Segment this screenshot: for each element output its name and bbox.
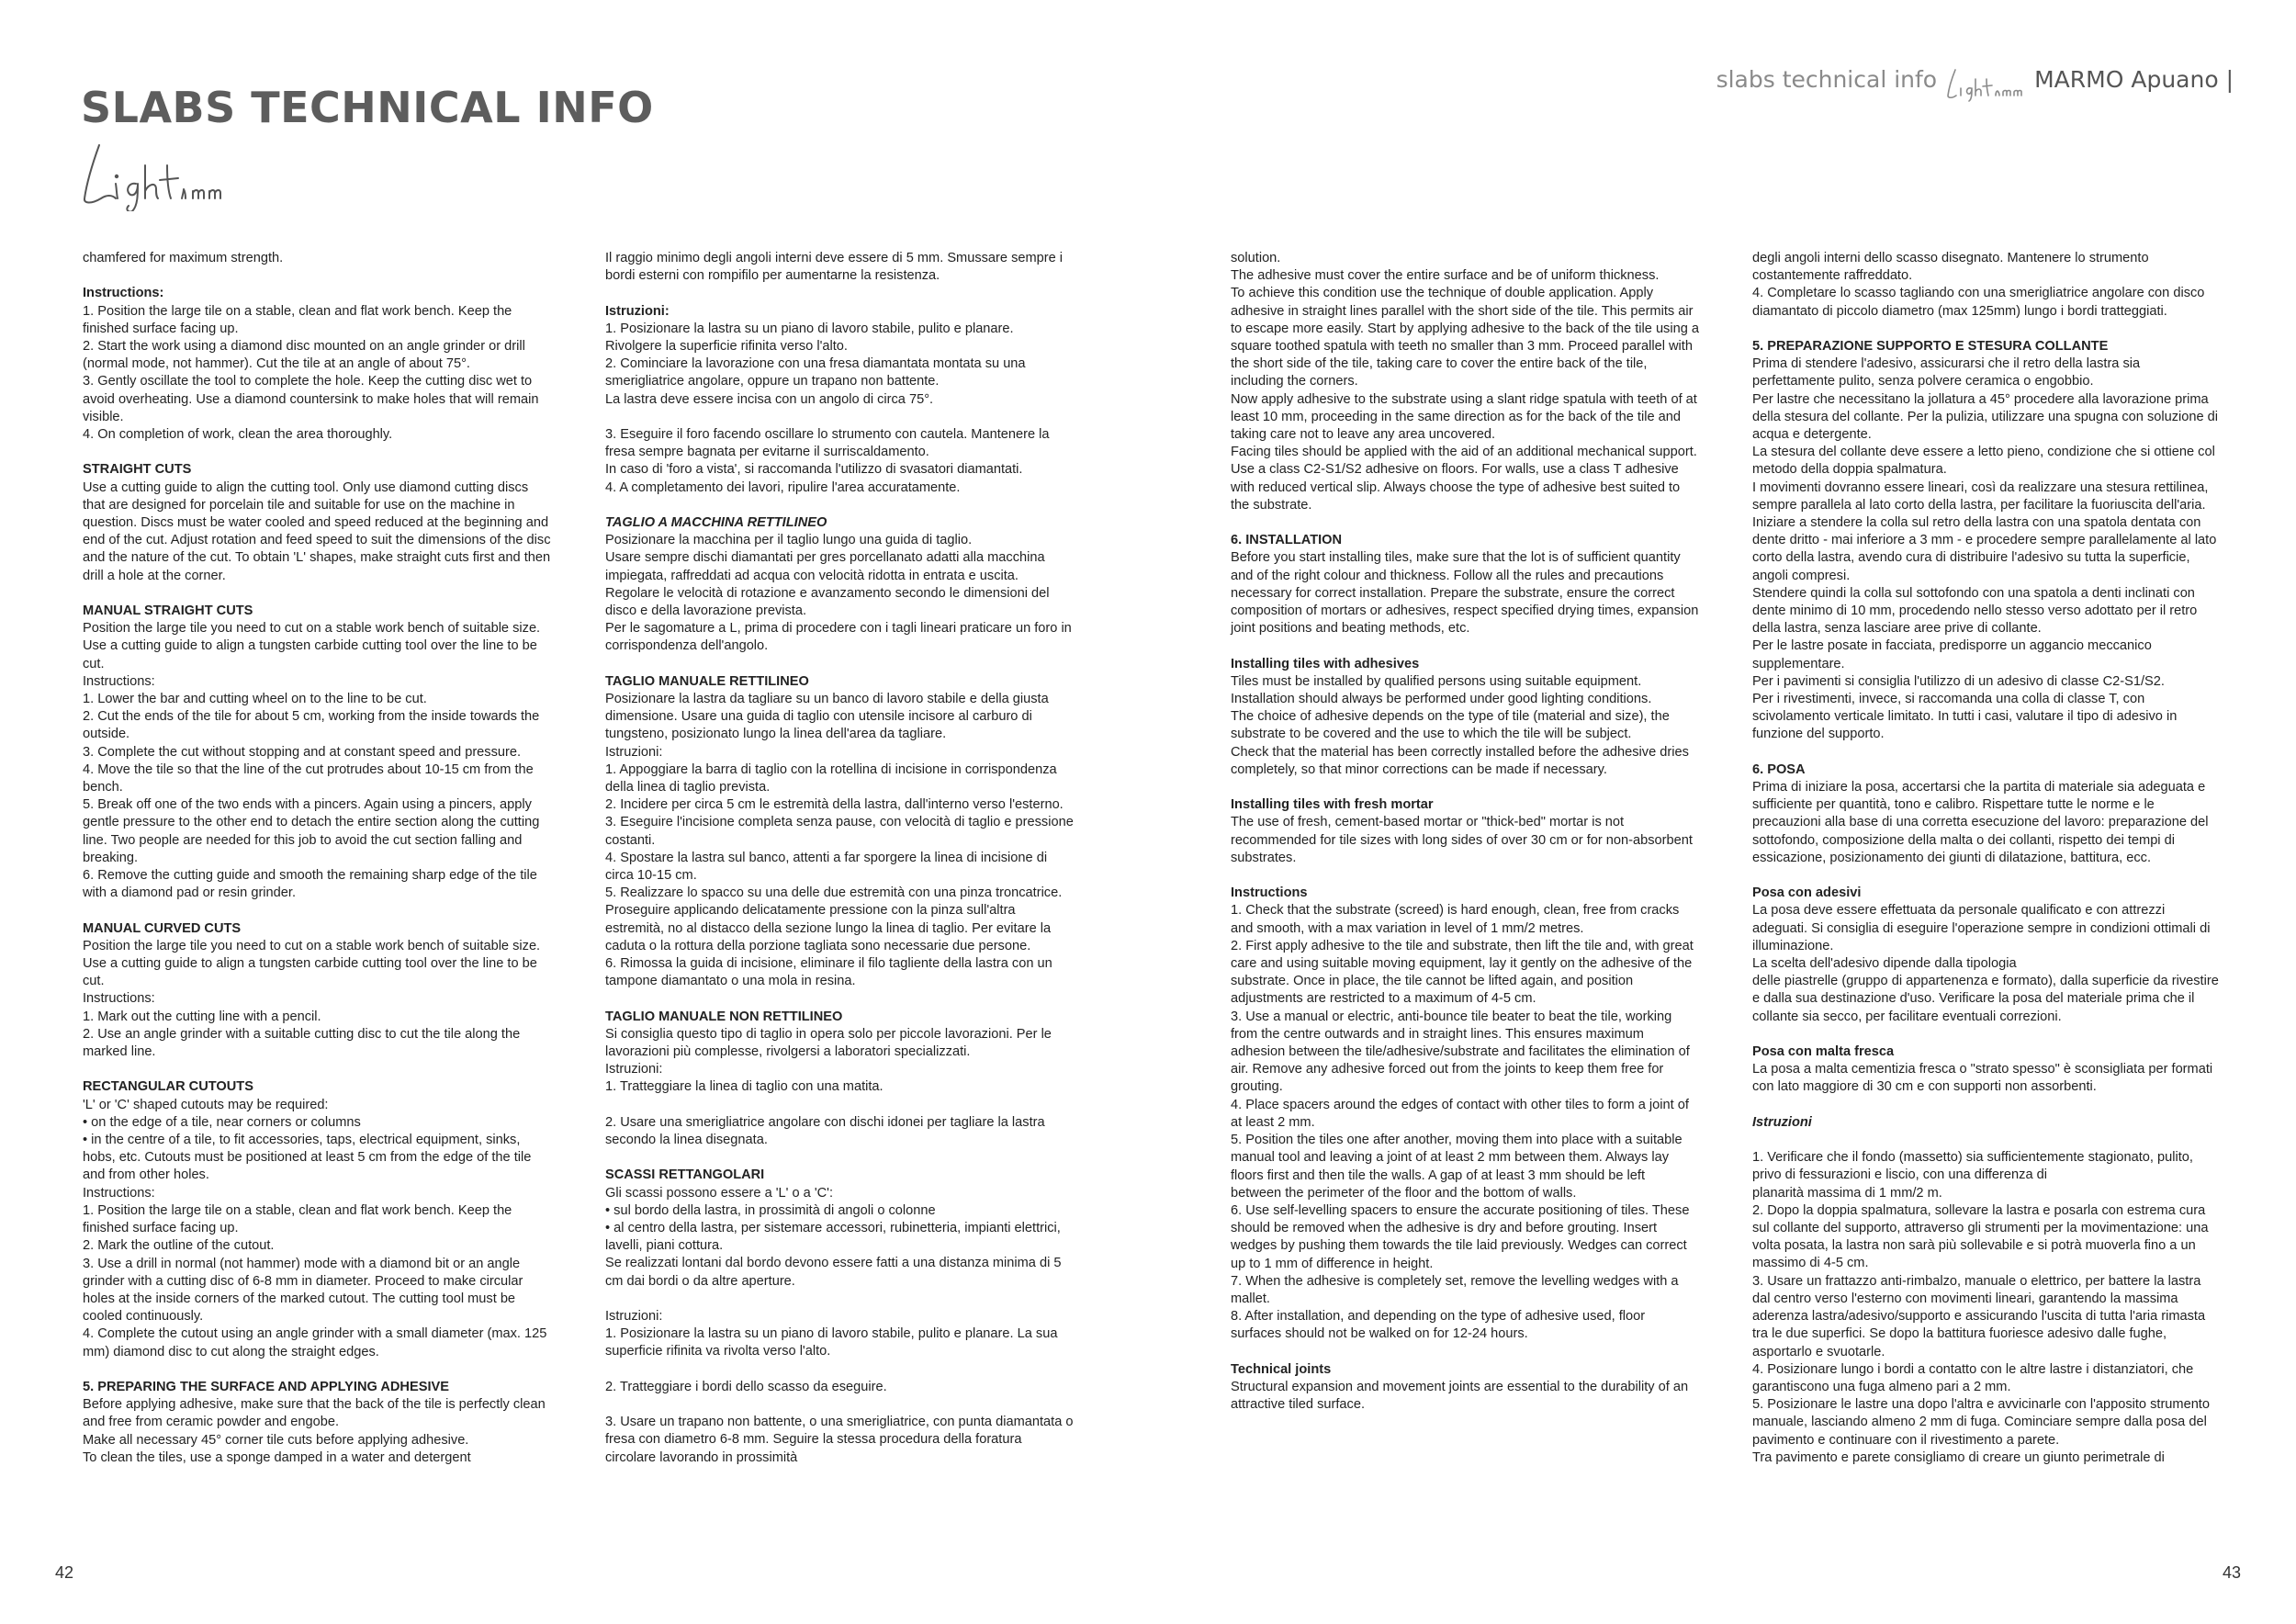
body-text: Prima di stendere l'adesivo, assicurarsi che il retro della lastra sia perfettamente pulito, senza polvere ceramica o engobbio. Per lastre che necessitano la jollatura a 45° procedere alla lavorazione prima della stesura del collante. Per la pulizia, utilizzare una spugna con soluzione di acqua e detergente. La stesura del collante deve essere a letto pieno, condizione che si ottiene col metodo della doppia spalmatura. I movimenti dovranno essere lineari, così da realizzare una stesura rettilinea, sempre parallela al lato corto della lastra, per facilitare la fuoriuscita dell'aria. Iniziare a stendere la colla sul retro della lastra con una spatola dentata con dente dritto - mai inferiore a 3 mm - e procedere sempre parallelamente al lato corto della lastra, avendo cura di distribuire l'adesivo su tutta la superficie, angoli compresi. Stendere quindi la colla sul sottofondo con una spatola a denti inclinati con dente minimo di 10 mm, procedendo nello stesso verso adottato per il retro della lastra, senza lasciare aree prive di collante. Per le lastre posate in facciata, predisporre un aggancio meccanico supplementare. Per i pavimenti si consiglia l'utilizzo di un adesivo di classe C2-S1/S2. Per i rivestimenti, invece, si raccomanda una colla di classe T, con scivolamento verticale limitato. In tutti i casi, valutare il tipo di adesivo in funzione del supporto.: [1752, 356, 2219, 742]
body-text: 'L' or 'C' shaped cutouts may be required: • on the edge of a tile, near corners or columns • in the centre of a tile, to fit accessories, taps, electrical equipment, sinks, hobs, etc. Cutouts must be positioned at least 5 cm from the edge of the tile and from other holes. Instructions: 1. Position the large tile on a stable, clean and flat work bench. Keep the finished surface facing up. 2. Mark the outline of the cutout. 3. Use a drill in normal (not hammer) mode with a diamond bit or an angle grinder with a cutting disc of 6-8 mm in diameter. Proceed to make circular holes at the inside corners of the marked cutout. The cutting tool must be cooled continuously. 4. Complete the cutout using an angle grinder with a small diameter (max. 125 mm) diamond disc to cut along the straight edges.: [83, 1097, 547, 1359]
text-block: [605, 1414, 1074, 1467]
text-block: [1231, 532, 1699, 637]
body-text: 1. Check that the substrate (screed) is hard enough, clean, free from cracks and smooth, with a max variation in level of 1 mm/2 metres. 2. First apply adhesive to the tile and substrate, then lift the tile and, with great care and using suitable moving equipment, lay it gently on the adhesive of the substrate. Once in place, the tile cannot be lifted again, and position adjustments are restricted to a maximum of 4-5 cm. 3. Use a manual or electric, anti-bounce tile beater to beat the tile, working from the centre outwards and in straight lines. This ensures maximum adhesion between the tile/adhesive/substrate and facilitates the elimination of air. Remove any adhesive forced out from the joints to keep them free for grouting. 4. Place spacers around the edges of contact with other tiles to form a joint of at least 2 mm. 5. Position the tiles one after another, moving them into place with a suitable manual tool and leaving a joint of at least 2 mm between them. Always lay floors first and then tile the walls. A gap of at least 3 mm should be left between the perimeter of the floor and the bottom of walls. 6. Use self-levelling spacers to ensure the accurate positioning of tiles. These should be removed when the adhesive is dry and before grouting. Insert wedges by pushing them towards the tile laid previously. Wedges can correct up to 1 mm of difference in height. 7. When the adhesive is completely set, remove the levelling wedges with a mallet. 8. After installation, and depending on the type of adhesive used, floor surfaces should not be walked on for 12-24 hours.: [1231, 903, 1694, 1342]
text-block: [1752, 1149, 2221, 1467]
page-number-right: 43: [2222, 1563, 2241, 1582]
body-text: Si consiglia questo tipo di taglio in opera solo per piccole lavorazioni. Per le lavorazioni più complesse, rivolgersi a laboratori specializzati. Istruzioni: 1. Tratteggiare la linea di taglio con una matita.: [605, 1026, 1052, 1095]
text-block: [1231, 796, 1699, 867]
text-block: [605, 673, 1074, 991]
text-block: [605, 1379, 1074, 1396]
section-heading: TAGLIO MANUALE NON RETTILINEO: [605, 1009, 843, 1024]
section-heading: Istruzioni: [1752, 1114, 1812, 1130]
body-text: chamfered for maximum strength.: [83, 251, 284, 265]
body-text: Tiles must be installed by qualified persons using suitable equipment. Installation should always be performed under good lighting conditions. The choice of adhesive depends on the type of tile (material and size), the substrate to be covered and the use to which the tile will be subject. Check that the material has been correctly installed before the adhesive dries completely, so that minor corrections can be made if necessary.: [1231, 673, 1689, 777]
text-block: [1752, 1043, 2221, 1097]
text-block: [605, 303, 1074, 409]
body-text: Posizionare la lastra da tagliare su un banco di lavoro stabile e della giusta dimensione. Usare una guida di taglio con utensile incisore al carburo di tungsteno, posizionato lungo la linea dell'area da tagliare. Istruzioni: 1. Appoggiare la barra di taglio con la rotellina di incisione in corrispondenza della linea di taglio prevista. 2. Incidere per circa 5 cm le estremità della lastra, dall'interno verso l'esterno. 3. Eseguire l'incisione completa senza pause, con velocità di taglio e pressione costanti. 4. Spostare la lastra sul banco, attenti a far sporgere la linea di incisione di circa 10-15 cm. 5. Realizzare lo spacco su una delle due estremità con una pinza troncatrice. Proseguire applicando delicatamente pressione con la pinza sull'altra estremità, no al distacco della sezione lungo la linea di taglio. Per evitare la caduta o la rottura della porzione tagliata sono necessarie due persone. 6. Rimossa la guida di incisione, eliminare il filo tagliente della lastra con un tampone diamantato o una mola in resina.: [605, 692, 1074, 989]
body-text: The use of fresh, cement-based mortar or "thick-bed" mortar is not recommended for tile sizes with long sides of over 30 cm or for non-absorbent substrates.: [1231, 815, 1693, 865]
body-text: 2. Tratteggiare i bordi dello scasso da eseguire.: [605, 1379, 887, 1394]
section-heading: 5. PREPARING THE SURFACE AND APPLYING ADHESIVE: [83, 1379, 449, 1394]
body-text: 1. Posizionare la lastra su un piano di lavoro stabile, pulito e planare. Rivolgere la superficie rifinita verso l'alto. 2. Cominciare la lavorazione con una fresa diamantata montata su una smerigliatrice angolare, oppure un trapano non battente. La lastra deve essere incisa con un angolo di circa 75°.: [605, 321, 1026, 407]
text-block: [83, 250, 551, 267]
body-text: Prima di iniziare la posa, accertarsi che la partita di materiale sia adeguata e sufficiente per quantità, tono e calibro. Rispettare tutte le norme e le precauzioni alla base di una corretta esecuzione del lavoro: preparazione del sottofondo, composizione della malta o dei collanti, rispetto dei tempi di essicazione, posizionamento dei giunti di dilatazione, battitura, ecc.: [1752, 780, 2209, 865]
section-heading: Instructions: [1231, 885, 1308, 901]
body-text: La posa a malta cementizia fresca o "strato spesso" è sconsigliata per formati con lato maggiore di 30 cm e con supporti non assorbenti.: [1752, 1062, 2213, 1095]
body-text: Istruzioni: 1. Posizionare la lastra su un piano di lavoro stabile, pulito e planare. La sua superficie rifinita va rivolta verso l'alto.: [605, 1309, 1058, 1359]
column-left-page-italian: [605, 250, 1074, 1467]
section-heading: Technical joints: [1231, 1361, 1332, 1377]
page-title: SLABS TECHNICAL INFO: [81, 83, 654, 132]
light-6mm-logo: [79, 138, 253, 211]
section-heading: Installing tiles with adhesives: [1231, 656, 1420, 671]
body-text: solution. The adhesive must cover the entire surface and be of uniform thickness. To achieve this condition use the technique of double application. Apply adhesive in straight lines parallel with the short side of the tile. This permits air to escape more easily. Start by applying adhesive to the back of the tile using a square toothed spatula with teeth no smaller than 3 mm. Proceed parallel with the short side of the tile, taking care to cover the entire back of the tile, including the corners. Now apply adhesive to the substrate using a slant ridge spatula with teeth of at least 10 mm, proceeding in the same direction as for the back of the tile and taking care not to leave any area uncovered. Facing tiles should be applied with the aid of an additional mechanical support. Use a class C2-S1/S2 adhesive on floors. For walls, use a class T adhesive with reduced vertical slip. Always choose the type of adhesive best suited to the substrate.: [1231, 251, 1699, 513]
body-text: Il raggio minimo degli angoli interni deve essere di 5 mm. Smussare sempre i bordi esterni con rompifilo per aumentarne la resistenza.: [605, 251, 1064, 284]
section-heading: MANUAL CURVED CUTS: [83, 920, 242, 936]
column-right-page-english: [1231, 250, 1699, 1414]
text-block: [605, 426, 1074, 497]
body-text: 3. Eseguire il foro facendo oscillare lo strumento con cautela. Mantenere la fresa sempre bagnata per evitarne il surriscaldamento. In caso di 'foro a vista', si raccomanda l'utilizzo di svasatori diamantati. 4. A completamento dei lavori, ripulire l'area accuratamente.: [605, 427, 1050, 495]
text-block: [1752, 250, 2221, 321]
section-heading: MANUAL STRAIGHT CUTS: [83, 603, 253, 619]
text-block: [83, 1078, 551, 1360]
body-text: 1. Position the large tile on a stable, clean and flat work bench. Keep the finished surface facing up. 2. Start the work using a diamond disc mounted on an angle grinder or drill (normal mode, not hammer). Cut the tile at an angle of about 75°. 3. Gently oscillate the tool to complete the hole. Keep the cutting disc wet to avoid overheating. Use a diamond countersink to make holes that will remain visible. 4. On completion of work, clean the area thoroughly.: [83, 303, 539, 443]
page-number-left: 42: [55, 1563, 74, 1582]
text-block: [83, 1379, 551, 1467]
text-block: [83, 603, 551, 902]
section-heading: 5. PREPARAZIONE SUPPORTO E STESURA COLLANTE: [1752, 339, 2109, 354]
section-heading: TAGLIO MANUALE RETTILINEO: [605, 673, 809, 689]
body-text: Posizionare la macchina per il taglio lungo una guida di taglio. Usare sempre dischi diamantati per gres porcellanato adatti alla macchina impiegata, raffreddati ad acqua con velocità ridotta in entrata e uscita. Regolare le velocità di rotazione e avanzamento secondo le dimensioni del disco e della lavorazione prevista. Per le sagomature a L, prima di procedere con i tagli lineari praticare un foro in corrispondenza dell'angolo.: [605, 533, 1072, 654]
running-header: [1716, 66, 2234, 103]
text-block: [605, 250, 1074, 285]
text-block: [1752, 1114, 2221, 1132]
body-text: 1. Verificare che il fondo (massetto) sia sufficientemente stagionato, pulito, privo di fessurazioni e liscio, con una differenza di planarità massima di 1 mm/2 m. 2. Dopo la doppia spalmatura, sollevare la lastra e posarla con estrema cura sul collante del supporto, attraverso gli strumenti per la movimentazione: una volta posata, la lastra non sarà più sollevabile e si potrà muoverla fino a un massimo di 4-5 cm. 3. Usare un frattazzo anti-rimbalzo, manuale o elettrico, per battere la lastra dal centro verso l'esterno con movimenti lineari, garantendo la massima aderenza lastra/adesivo/supporto e assicurando l'uscita di tutta l'aria rimasta tra le due superfici. Se dopo la battitura fuoriesce adesivo dalle fughe, asportarlo e svuotarle. 4. Posizionare lungo i bordi a contatto con le altre lastre i distanziatori, che garantiscono una fuga almeno pari a 2 mm. 5. Posizionare le lastre una dopo l'altra e avvicinarle con l'apposito strumento manuale, lasciando almeno 2 mm di fuga. Cominciare sempre dalla posa del pavimento e continuare con il rivestimento a parete. Tra pavimento e parete consigliamo di creare un giunto perimetrale di: [1752, 1150, 2210, 1465]
body-text: Structural expansion and movement joints are essential to the durability of an attractive tiled surface.: [1231, 1379, 1689, 1413]
text-block: [605, 514, 1074, 656]
body-text: La posa deve essere effettuata da personale qualificato e con attrezzi adeguati. Si consiglia di eseguire l'operazione sempre in condizioni ottimali di illuminazione. La scelta dell'adesivo dipende dalla tipologia delle piastrelle (gruppo di appartenenza e formato), dalla superficie da rivestire e dalla sua destinazione d'uso. Verificare la posa del materiale prima che il collante sia secco, per facilitare eventuali correzioni.: [1752, 903, 2219, 1024]
text-block: [83, 920, 551, 1062]
column-right-page-italian: [1752, 250, 2221, 1467]
text-block: [605, 1308, 1074, 1361]
body-text: 2. Usare una smerigliatrice angolare con dischi idonei per tagliare la lastra secondo la linea disegnata.: [605, 1114, 1045, 1148]
section-heading: 6. INSTALLATION: [1231, 533, 1343, 548]
section-heading: TAGLIO A MACCHINA RETTILINEO: [605, 515, 827, 530]
section-heading: Posa con adesivi: [1752, 885, 1862, 901]
text-block: [1752, 338, 2221, 744]
body-text: Position the large tile you need to cut on a stable work bench of suitable size. Use a cutting guide to align a tungsten carbide cutting tool over the line to be cut. Instructions: 1. Lower the bar and cutting wheel on to the line to be cut. 2. Cut the ends of the tile for about 5 cm, working from the inside towards the outside. 3. Complete the cut without stopping and at constant speed and pressure. 4. Move the tile so that the line of the cut protrudes about 10-15 cm from the bench. 5. Break off one of the two ends with a pincers. Again using a pincers, apply gentle pressure to the other end to detach the entire section along the cutting line. Two people are needed for this job to avoid the cut section falling and breaking. 6. Remove the cutting guide and smooth the remaining sharp edge of the tile with a diamond pad or resin grinder.: [83, 621, 541, 901]
text-block: [1752, 761, 2221, 867]
text-block: [1231, 885, 1699, 1343]
section-heading: SCASSI RETTANGOLARI: [605, 1167, 765, 1183]
brand-name: MARMO Apuano |: [2034, 66, 2234, 93]
text-block: [1231, 250, 1699, 514]
section-heading: RECTANGULAR CUTOUTS: [83, 1079, 253, 1095]
body-text: degli angoli interni dello scasso disegnato. Mantenere lo strumento costantemente raffreddato. 4. Completare lo scasso tagliando con una smerigliatrice angolare con disco diamantato di piccolo diametro (max 125mm) lungo i bordi tratteggiati.: [1752, 251, 2205, 319]
body-text: Use a cutting guide to align the cutting tool. Only use diamond cutting discs that are designed for porcelain tile and suitable for use on the machine in question. Discs must be water cooled and speed reduced at the beginning and end of the cut. Adjust rotation and feed speed to suit the dimensions of the disc and the nature of the cut. To obtain 'L' shapes, make straight cuts first and then drill a hole at the corner.: [83, 479, 551, 583]
text-block: [1231, 1361, 1699, 1415]
body-text: Before you start installing tiles, make sure that the lot is of sufficient quantity and of the right colour and thickness. Follow all the rules and precautions necessary for correct installation. Prepare the substrate, ensure the correct composition of mortars or adhesives, respect specified drying times, expansion joint positions and beating methods, etc.: [1231, 550, 1699, 637]
text-block: [1752, 885, 2221, 1026]
text-block: [83, 461, 551, 584]
body-text: Position the large tile you need to cut on a stable work bench of suitable size. Use a cutting guide to align a tungsten carbide cutting tool over the line to be cut. Instructions: 1. Mark out the cutting line with a pencil. 2. Use an angle grinder with a suitable cutting disc to cut the tile along the marked line.: [83, 938, 541, 1060]
text-block: [605, 1114, 1074, 1149]
text-block: [605, 1009, 1074, 1097]
section-heading: 6. POSA: [1752, 761, 1806, 777]
column-left-page-english: [83, 250, 551, 1467]
running-header-text: slabs technical info: [1716, 66, 1938, 93]
section-heading: Installing tiles with fresh mortar: [1231, 797, 1434, 813]
section-heading: STRAIGHT CUTS: [83, 462, 192, 478]
body-text: Gli scassi possono essere a 'L' o a 'C': • sul bordo della lastra, in prossimità di angoli o colonne • al centro della lastra, per sistemare accessori, rubinetteria, impianti elettrici, lavelli, piani cottura. Se realizzati lontani dal bordo devono essere fatti a una distanza minima di 5 cm dai bordi o da altre aperture.: [605, 1185, 1062, 1289]
section-heading: Istruzioni:: [605, 303, 670, 319]
text-block: [1231, 656, 1699, 779]
text-block: [605, 1167, 1074, 1290]
light-6mm-mini-logo: [1944, 66, 2027, 103]
section-heading: Posa con malta fresca: [1752, 1044, 1895, 1060]
body-text: Before applying adhesive, make sure that the back of the tile is perfectly clean and free from ceramic powder and engobe. Make all necessary 45° corner tile cuts before applying adhesive. To clean the tiles, use a sponge damped in a water and detergent: [83, 1397, 546, 1465]
section-heading: Instructions:: [83, 286, 164, 301]
text-block: [83, 285, 551, 444]
body-text: 3. Usare un trapano non battente, o una smerigliatrice, con punta diamantata o fresa con diametro 6-8 mm. Seguire la stessa procedura della foratura circolare lavorando in prossimità: [605, 1415, 1074, 1465]
